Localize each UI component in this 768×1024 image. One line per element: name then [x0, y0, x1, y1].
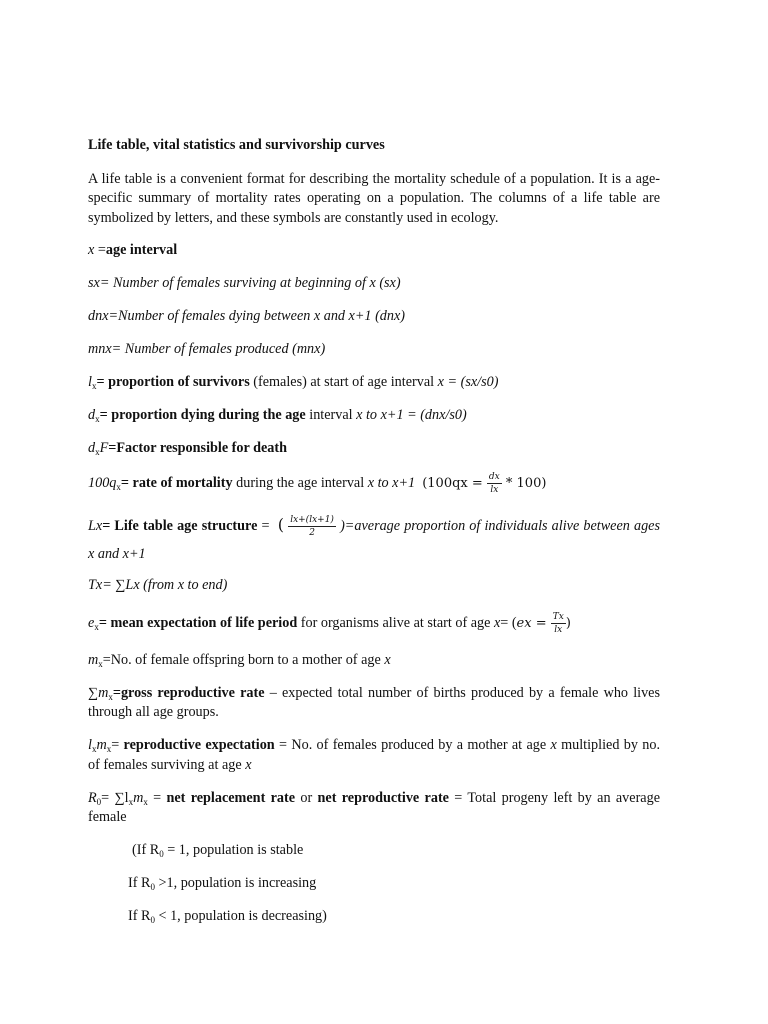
def-mx: $m_x=No$. of female offspring born to a mother of age x — [88, 651, 391, 669]
section-title: Life table, vital statistics and survivorship curves — [88, 137, 385, 153]
intro-paragraph: A life table is a convenient format for describing the mortality schedule of a population. It is a age-specific summary of mortality rates operating on a population. The columns of a life table are symbolized by letters, and these symbols are constantly used in ecology. — [88, 170, 660, 226]
def-x: x =age interval — [88, 242, 178, 258]
def-Tx: Tx= ∑Lx (from x to end) — [88, 577, 228, 593]
ex-formula: ex = $\frac{Tx}{lx}$ ) — [516, 611, 571, 635]
ex-fraction: $\frac{Tx}{lx}$ — [552, 611, 564, 635]
def-sum-mx: $\sum m_x=gross$ reproductive rate – expected total number of births produced by a female who lives through all age groups. — [88, 684, 661, 720]
qx-fraction: $\frac{dx}{lx}$ — [488, 472, 500, 495]
def-lx: $l_x=$ proportion of survivors (females) at start of age interval x = (sx/s0) — [88, 374, 499, 391]
def-R0: $R_0= \sum l_xm_x$ = net replacement rate or net reproductive rate = Total progeny left by an average female — [88, 789, 660, 825]
def-Lx: Lx= Life table age structure = ( $\frac{lx+(lx+1)}{2}$ )=average proportion of individuals alive between ages x and x+1 — [88, 515, 661, 562]
def-dx: $d_x=$ proportion dying during the age interval x to x+1 = (dnx/s0) — [88, 407, 467, 424]
def-qx: $100q_x=$ rate of mortality during the age interval x to x+1 (100qx = $\frac{dx}{lx}$ * 100) — [88, 472, 547, 495]
qx-formula: (100qx = $\frac{dx}{lx}$ * 100) — [422, 472, 547, 495]
condition-decreasing: If $R_0 < 1$, population is decreasing) — [128, 908, 327, 925]
condition-increasing: If $R_0 >1$, population is increasing — [128, 875, 317, 892]
def-dnx: dnx=Number of females dying between x and x+1 (dnx) — [88, 308, 406, 324]
def-ex: $e_x=$ mean expectation of life period for organisms alive at start of age x= (ex = $\frac{Tx}{lx}$ ) — [88, 611, 571, 635]
def-lxmx: $l_xm_x=$ reproductive expectation = No. of females produced by a mother at age x multiplied by no. of females surviving at age x — [88, 737, 660, 773]
def-mnx: mnx= Number of females produced (mnx) — [88, 341, 326, 357]
Lx-fraction: $\frac{lx+(lx+1)}{2}$ — [290, 515, 334, 539]
def-sx: sx= Number of females surviving at beginning of x (sx) — [88, 275, 401, 291]
def-dxF: $d_xF=Factor$ responsible for death — [88, 440, 287, 457]
condition-stable: (If $R_0 = 1$, population is stable — [132, 842, 304, 859]
document-page — [88, 136, 660, 940]
